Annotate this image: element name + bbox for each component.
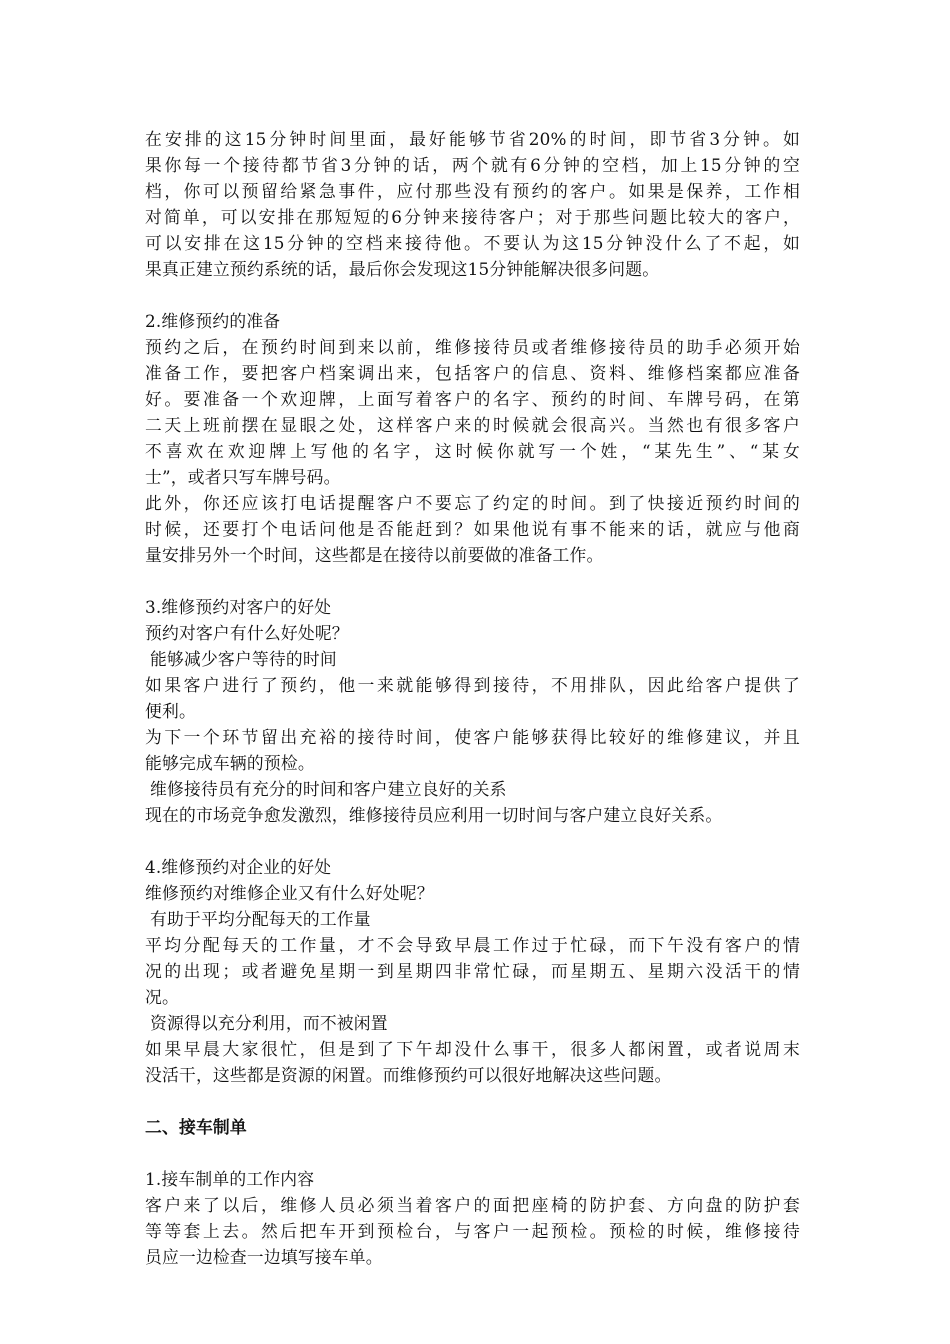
spacer xyxy=(145,1088,805,1114)
text-line: 能够完成车辆的预检。 xyxy=(145,753,315,773)
section-title-appointment-preparation: 2.维修预约的准备 xyxy=(145,311,281,331)
text-line: 时候，还要打个电话问他是否能赶到？如果他说有事不能来的话，就应与他商 xyxy=(145,519,800,539)
text-line: 便利。 xyxy=(145,701,196,721)
benefit-item: 有助于平均分配每天的工作量 xyxy=(150,909,371,929)
text-line: 如果早晨大家很忙，但是到了下午却没什么事干，很多人都闲置，或者说周末 xyxy=(145,1039,800,1059)
chapter-title-vehicle-reception: 二、接车制单 xyxy=(145,1117,247,1137)
text-line: 等等套上去。然后把车开到预检台，与客户一起预检。预检的时候，维修接待 xyxy=(145,1221,800,1241)
paragraph-no-queue xyxy=(145,672,805,724)
paragraph-reception-procedure xyxy=(145,1192,805,1270)
paragraph-reception-time xyxy=(145,724,805,776)
spacer xyxy=(145,1140,805,1166)
section-title-reception-work: 1.接车制单的工作内容 xyxy=(145,1169,315,1189)
section-intro: 维修预约对维修企业又有什么好处呢？ xyxy=(145,883,434,903)
text-line: 预约之后，在预约时间到来以前，维修接待员或者维修接待员的助手必须开始 xyxy=(145,337,800,357)
text-line: 准备工作，要把客户档案调出来，包括客户的信息、资料、维修档案都应准备 xyxy=(145,363,800,383)
section-title-enterprise-benefits: 4.维修预约对企业的好处 xyxy=(145,857,332,877)
text-line: 档，你可以预留给紧急事件，应付那些没有预约的客户。如果是保养，工作相 xyxy=(145,181,800,201)
paragraph-reminder-call xyxy=(145,490,805,568)
text-line: 况。 xyxy=(145,987,179,1007)
benefit-item: 能够减少客户等待的时间 xyxy=(150,649,337,669)
text-line: 况的出现；或者避免星期一到星期四非常忙碌，而星期五、星期六没活干的情 xyxy=(145,961,800,981)
document-body xyxy=(145,126,805,1270)
paragraph-resource-idle xyxy=(145,1036,805,1088)
text-line: 在安排的这15分钟时间里面，最好能够节省20%的时间，即节省3分钟。如 xyxy=(145,129,800,149)
text-line: 果你每一个接待都节省3分钟的话，两个就有6分钟的空档，加上15分钟的空 xyxy=(145,155,800,175)
text-line: 果真正建立预约系统的话，最后你会发现这15分钟能解决很多问题。 xyxy=(145,259,660,279)
text-line: 为下一个环节留出充裕的接待时间，使客户能够获得比较好的维修建议，并且 xyxy=(145,727,800,747)
text-line: 不喜欢在欢迎牌上写他的名字，这时候你就写一个姓，“某先生”、“某女 xyxy=(145,441,800,461)
text-line: 如果客户进行了预约，他一来就能够得到接待，不用排队，因此给客户提供了 xyxy=(145,675,800,695)
text-line: 平均分配每天的工作量，才不会导致早晨工作过于忙碌，而下午没有客户的情 xyxy=(145,935,800,955)
text-line: 此外，你还应该打电话提醒客户不要忘了约定的时间。到了快接近预约时间的 xyxy=(145,493,800,513)
text-line: 可以安排在这15分钟的空档来接待他。不要认为这15分钟没什么了不起，如 xyxy=(145,233,800,253)
text-line: 量安排另外一个时间，这些都是在接待以前要做的准备工作。 xyxy=(145,545,604,565)
text-line: 士”，或者只写车牌号码。 xyxy=(145,467,341,487)
spacer xyxy=(145,568,805,594)
benefit-item: 维修接待员有充分的时间和客户建立良好的关系 xyxy=(150,779,507,799)
text-line: 没活干，这些都是资源的闲置。而维修预约可以很好地解决这些问题。 xyxy=(145,1065,672,1085)
paragraph-market-competition: 现在的市场竞争愈发激烈，维修接待员应利用一切时间与客户建立良好关系。 xyxy=(145,805,723,825)
text-line: 员应一边检查一边填写接车单。 xyxy=(145,1247,383,1267)
text-line: 二天上班前摆在显眼之处，这样客户来的时候就会很高兴。当然也有很多客户 xyxy=(145,415,800,435)
spacer xyxy=(145,282,805,308)
section-intro: 预约对客户有什么好处呢？ xyxy=(145,623,349,643)
text-line: 对简单，可以安排在那短短的6分钟来接待客户；对于那些问题比较大的客户， xyxy=(145,207,800,227)
paragraph-preparation xyxy=(145,334,805,490)
paragraph-workload xyxy=(145,932,805,1010)
text-line: 好。要准备一个欢迎牌，上面写着客户的名字、预约的时间、车牌号码，在第 xyxy=(145,389,800,409)
text-line: 客户来了以后，维修人员必须当着客户的面把座椅的防护套、方向盘的防护套 xyxy=(145,1195,800,1215)
section-title-customer-benefits: 3.维修预约对客户的好处 xyxy=(145,597,332,617)
spacer xyxy=(145,828,805,854)
benefit-item: 资源得以充分利用，而不被闲置 xyxy=(150,1013,388,1033)
paragraph-time-saving xyxy=(145,126,805,282)
